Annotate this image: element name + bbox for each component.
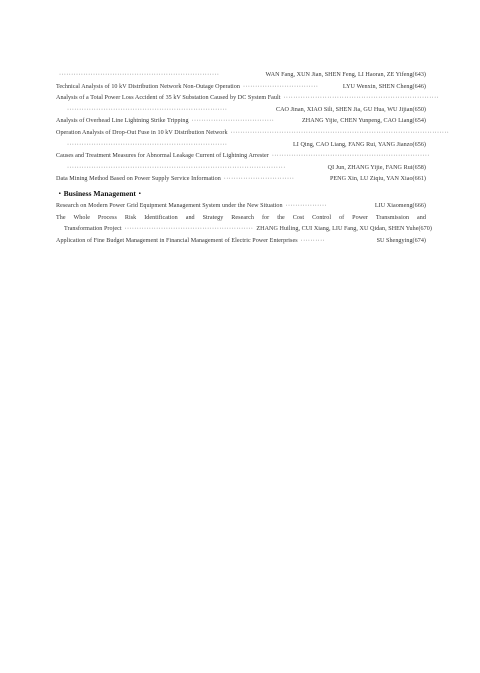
toc-entry-continuation: [56, 163, 426, 175]
entry-authors: QI Jun, ZHANG Yijie, FANG Rui(658): [327, 164, 426, 171]
leader-dots: ··································································: [67, 141, 228, 148]
toc-entry[interactable]: [56, 116, 426, 128]
entry-title: Data Mining Method Based on Power Supply Service Information: [56, 176, 221, 183]
entry-title: The Whole Process Risk Identification and Strategy Research for the Cost Control of Power Transmission and: [56, 214, 426, 221]
entry-authors: SU Shengying(674): [376, 237, 426, 244]
toc-entry[interactable]: [56, 128, 450, 140]
entry-title: Causes and Treatment Measures for Abnormal Leakage Current of Lightning Arrester: [56, 153, 269, 160]
leader-dots: ·································································: [271, 153, 430, 160]
leader-dots: ··································································: [59, 72, 220, 78]
entry-title: Analysis of a Total Power Loss Accident of 35 kV Substation Caused by DC System Fault: [56, 95, 281, 102]
leader-dots: ··········: [300, 237, 325, 244]
section-heading: ・Business Management・: [56, 188, 144, 198]
toc-entry[interactable]: [56, 213, 426, 225]
entry-authors: LI Qing, CAO Liang, FANG Rui, YANG Jianzo(656): [293, 141, 426, 148]
leader-dots: ··································································: [67, 106, 228, 113]
leader-dots: ··························································································: [230, 129, 450, 136]
entry-authors: CAO Jinan, XIAO Sili, SHEN Jia, GU Hua, WU Jijian(650): [275, 106, 426, 113]
entry-authors: ZHANG Huiling, CUI Xiang, LIU Fang, XU Qidan, SHEN Yuhe(670): [256, 226, 432, 233]
entry-authors: LIU Xiaomeng(666): [374, 202, 426, 209]
entry-title: Research on Modern Power Grid Equipment Management System under the New Situation: [56, 202, 283, 209]
toc-entry-continuation: [56, 224, 432, 236]
entry-title: Operation Analysis of Drop-Out Fuse in 10 kV Distribution Network: [56, 129, 228, 136]
toc-entry-continuation: [56, 70, 426, 82]
toc-entry[interactable]: [56, 174, 426, 186]
toc-entry-continuation: [56, 105, 426, 117]
entry-authors: PENG Xin, LU Ziqiu, YAN Xiao(661): [329, 176, 426, 183]
entry-authors: ZHANG Yijie, CHEN Yunpeng, CAO Liang(654): [302, 118, 426, 125]
entry-title: Application of Fine Budget Management in Financial Management of Electric Power Enterprises: [56, 237, 298, 244]
table-of-contents: [56, 70, 450, 247]
entry-title: Transformation Project: [64, 226, 122, 233]
entry-authors: WAN Fang, XUN Jian, SHEN Feng, LI Haoran, ZE Yifeng(643): [265, 72, 426, 78]
toc-entry[interactable]: [56, 236, 426, 248]
toc-entry[interactable]: [56, 151, 430, 163]
leader-dots: ·················: [285, 202, 327, 209]
entry-title: Technical Analysis of 10 kV Distribution Network Non-Outage Operation: [56, 83, 240, 90]
leader-dots: ································································: [283, 95, 439, 102]
toc-entry[interactable]: [56, 201, 426, 213]
leader-dots: ··························································································: [67, 164, 286, 171]
leader-dots: ··································: [191, 118, 275, 125]
leader-dots: ·····························: [223, 176, 295, 183]
leader-dots: ·······························: [243, 83, 319, 90]
leader-dots: ·····················································: [124, 226, 254, 233]
toc-entry[interactable]: [56, 93, 439, 105]
entry-title: Analysis of Overhead Line Lightning Strike Tripping: [56, 118, 189, 125]
entry-authors: LYU Wenxin, SHEN Cheng(646): [342, 83, 426, 90]
toc-entry[interactable]: [56, 82, 426, 94]
toc-entry-continuation: [56, 140, 426, 152]
